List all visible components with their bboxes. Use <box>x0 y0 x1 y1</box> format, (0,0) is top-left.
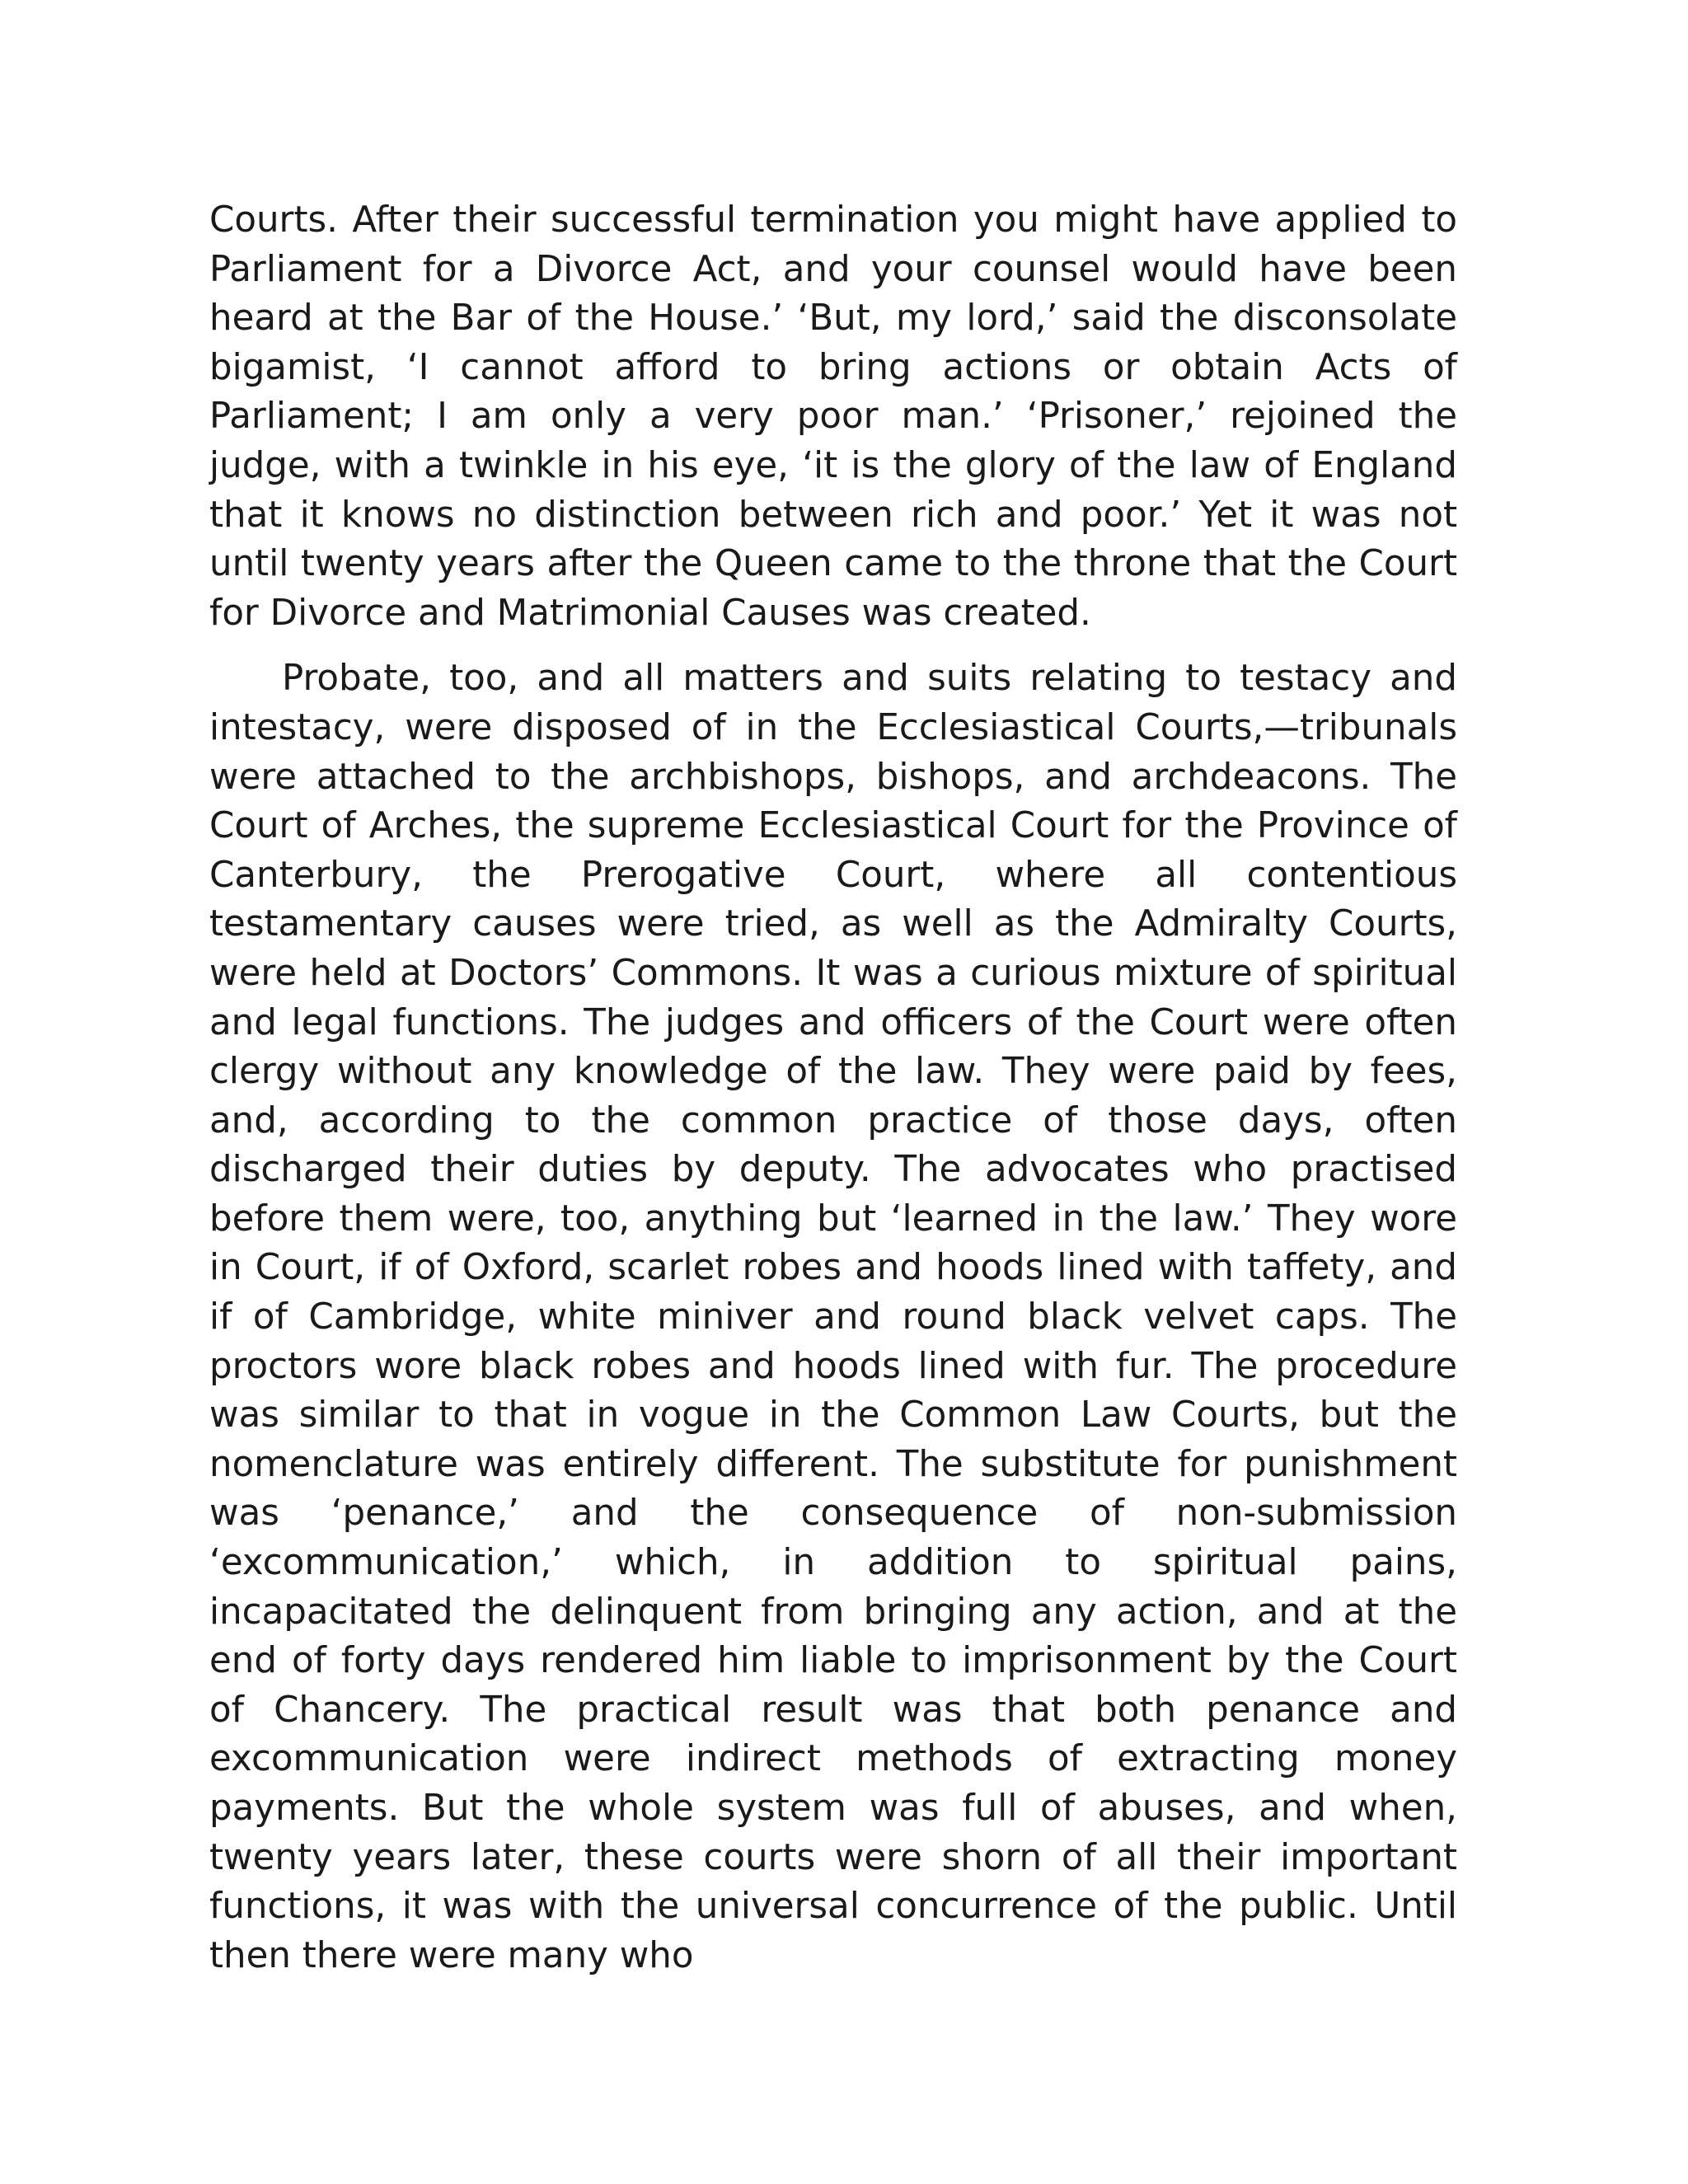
paragraph-2: Probate, too, and all matters and suits relating to testacy and intestacy, were disposed of in the Ecclesiastical Courts,—tribunals were attached to the archbishops, bishops, and archdeacons. The Court of Arches, the supreme Ecclesiastical Court for the Province of Canterbury, the Prerogative Court, where all contentious testamentary causes were tried, as well as the Admiralty Courts, were held at Doctors’ Commons. It was a curious mixture of spiritual and legal functions. The judges and officers of the Court were often clergy without any knowledge of the law. They were paid by fees, and, according to the common practice of those days, often discharged their duties by deputy. The advocates who practised before them were, too, anything but ‘learned in the law.’ They wore in Court, if of Oxford, scarlet robes and hoods lined with taffety, and if of Cambridge, white miniver and round black velvet caps. The proctors wore black robes and hoods lined with fur. The procedure was similar to that in vogue in the Common Law Courts, but the nomenclature was entirely different. The substitute for punishment was ‘penance,’ and the consequence of non-submission ‘excommunication,’ which, in addition to spiritual pains, incapacitated the delinquent from bringing any action, and at the end of forty days rendered him liable to imprisonment by the Court of Chancery. The practical result was that both penance and excommunication were indirect methods of extracting money payments. But the whole system was full of abuses, and when, twenty years later, these courts were shorn of all their important functions, it was with the universal concurrence of the public. Until then there were many who <box>209 658 1457 1976</box>
page-body <box>209 196 1457 1980</box>
paragraph-1: Courts. After their successful termination you might have applied to Parliament for a Divorce Act, and your counsel would have been heard at the Bar of the House.’ ‘But, my lord,’ said the disconsolate bigamist, ‘I cannot afford to bring actions or obtain Acts of Parliament; I am only a very poor man.’ ‘Prisoner,’ rejoined the judge, with a twinkle in his eye, ‘it is the glory of the law of England that it knows no distinction between rich and poor.’ Yet it was not until twenty years after the Queen came to the throne that the Court for Divorce and Matrimonial Causes was created. <box>209 199 1457 634</box>
